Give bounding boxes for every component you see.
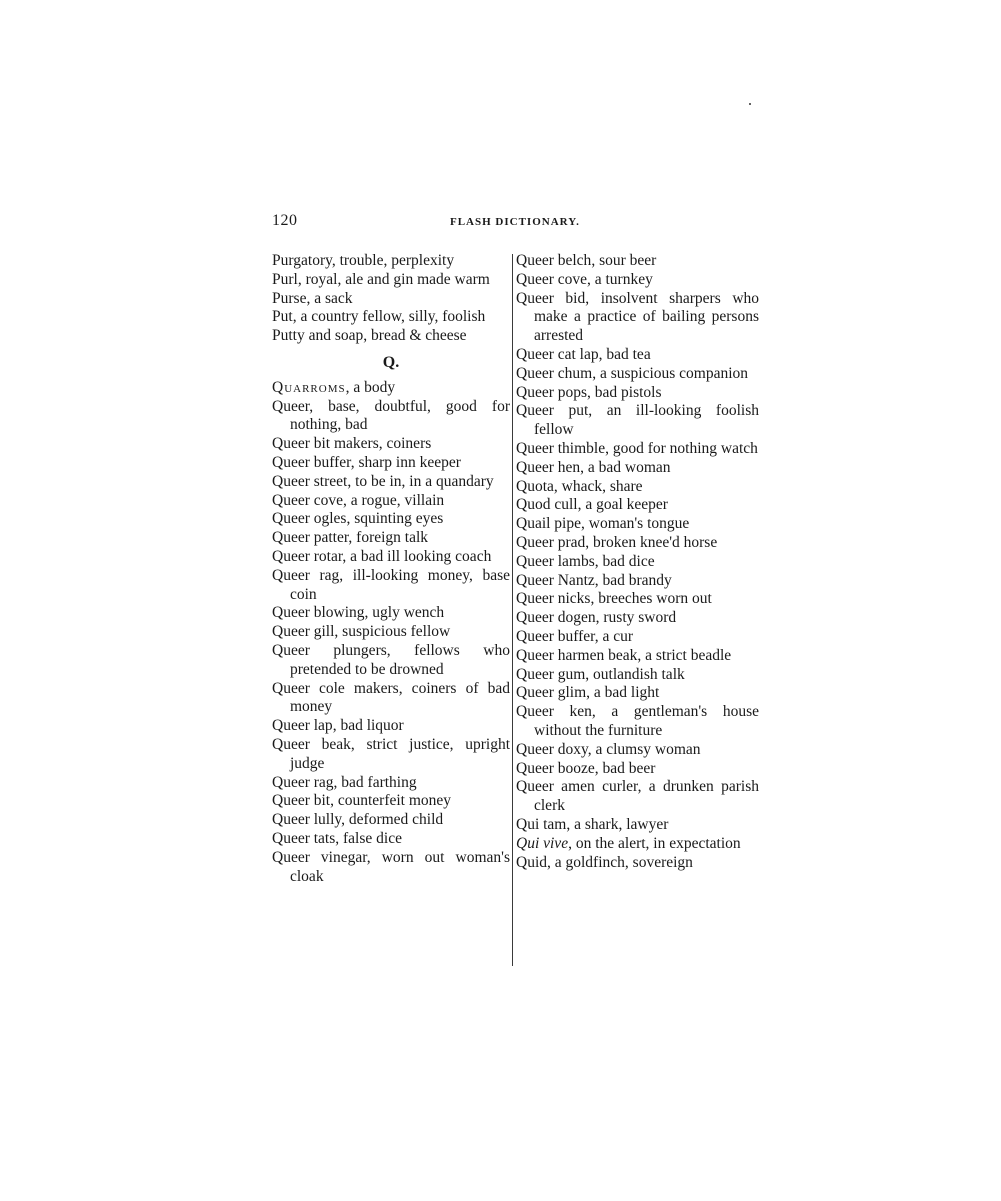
entry-headword: Queer prad: [516, 533, 586, 551]
dictionary-entry: [516, 666, 759, 685]
entry-headword: Purse: [272, 289, 307, 307]
entry-headword: Queer beak: [272, 735, 351, 753]
entry-definition: , a bad woman: [580, 458, 671, 476]
dictionary-entry: [516, 384, 759, 403]
entry-headword: Queer street: [272, 472, 348, 490]
dictionary-entry: [516, 590, 759, 609]
entry-headword: Queer cove: [272, 491, 343, 509]
entry-definition: , a goldfinch, sovereign: [547, 853, 693, 871]
entry-definition: , strict justice, upright judge: [290, 735, 511, 772]
entry-headword: Put: [272, 308, 293, 326]
dictionary-entry: [272, 604, 510, 623]
entry-headword: Queer harmen beak: [516, 646, 638, 664]
entry-definition: , a clumsy woman: [587, 740, 701, 758]
entry-list-q: [272, 398, 510, 887]
entry-list-right: [516, 252, 759, 835]
dictionary-entry: [516, 572, 759, 591]
dictionary-entry: [272, 830, 510, 849]
dictionary-entry: [516, 741, 759, 760]
dictionary-entry: [516, 252, 759, 271]
dictionary-entry: [272, 252, 510, 271]
dictionary-entry: [516, 478, 759, 497]
entry-headword: Purl: [272, 270, 298, 288]
section-letter-heading: Q.: [382, 353, 400, 371]
dictionary-entry: [272, 510, 510, 529]
entry-headword: Queer dogen: [516, 609, 596, 627]
entry-headword: Qui vive: [516, 834, 569, 852]
entry-headword: Purgatory: [272, 252, 332, 269]
ink-speck: [749, 103, 751, 105]
entry-headword: Queer lully: [272, 811, 342, 829]
entry-definition: , breeches worn out: [590, 590, 712, 608]
entry-headword: Queer patter: [272, 529, 349, 547]
dictionary-entry: [272, 398, 510, 436]
entry-headword: Queer thimble: [516, 439, 606, 457]
entry-headword: Queer gum: [516, 665, 586, 683]
right-column: [516, 252, 759, 872]
entry-definition: , a cur: [594, 627, 634, 645]
entry-headword: Queer bid: [516, 289, 586, 307]
entry-definition: , a turnkey: [587, 270, 653, 288]
entry-headword: Queer lambs: [516, 552, 595, 570]
page-number: 120: [272, 212, 298, 229]
entry-headword: Queer gill: [272, 623, 335, 641]
entry-headword: Queer buffer: [272, 453, 351, 471]
dictionary-entry: [516, 365, 759, 384]
entry-definition: , bad dice: [594, 552, 655, 570]
dictionary-entry: [516, 628, 759, 647]
dictionary-entry: [272, 717, 510, 736]
left-column: [272, 252, 510, 886]
entry-headword: Queer doxy: [516, 740, 588, 758]
dictionary-entry: [272, 548, 510, 567]
dictionary-entry: [516, 778, 759, 816]
dictionary-entry: [272, 454, 510, 473]
dictionary-entry: [516, 609, 759, 628]
dictionary-entry: [272, 792, 510, 811]
dictionary-entry: [272, 774, 510, 793]
dictionary-entry: [516, 402, 759, 440]
entry-headword: Queer rag: [272, 566, 340, 584]
entry-definition: , bad beer: [594, 759, 656, 777]
dictionary-entry: [272, 623, 510, 642]
entry-list-right-end: [516, 854, 759, 873]
entry-definition: , bad liquor: [332, 717, 404, 735]
entry-headword: Queer Nantz: [516, 571, 595, 589]
entry-headword: Quail pipe: [516, 515, 581, 533]
entry-headword: Queer cole makers: [272, 679, 399, 697]
entry-definition: , to be in, in a quandary: [347, 472, 494, 490]
entry-definition: , a rogue, villain: [343, 491, 445, 509]
entry-headword: Queer booze: [516, 759, 595, 777]
dictionary-entry: [272, 308, 510, 327]
entry-definition: , a suspicious companion: [592, 364, 749, 382]
entry-definition: , whack, share: [553, 477, 643, 495]
entry-definition: , a bad light: [586, 684, 660, 702]
entry-definition: , coiners: [378, 435, 432, 453]
dictionary-entry: [516, 854, 759, 873]
dictionary-entry: [516, 816, 759, 835]
entry-headword: Queer lap: [272, 717, 333, 735]
entry-headword: Qui tam: [516, 815, 567, 833]
entry-definition: , bad pistols: [587, 383, 662, 401]
entry-headword: Queer bit makers: [272, 435, 379, 453]
entry-headword: Queer cove: [516, 270, 587, 288]
entry-definition: , insolvent sharpers who make a practice of bailing persons arrested: [534, 289, 760, 345]
entry-definition: , worn out woman's cloak: [290, 848, 510, 885]
dictionary-entry: [272, 567, 510, 605]
dictionary-entry: [272, 642, 510, 680]
entry-headword: Queer plungers: [272, 641, 387, 659]
entry-definition: , base, doubtful, good for nothing, bad: [290, 397, 510, 434]
entry-headword: Quarroms: [272, 378, 346, 396]
entry-definition: , false dice: [335, 829, 402, 847]
dictionary-entry: [516, 440, 759, 459]
entry-definition: , a country fellow, silly, foolish: [292, 308, 486, 326]
entry-list-before-q: [272, 252, 510, 346]
dictionary-entry: [516, 835, 759, 854]
entry-definition: , trouble, perplexity: [331, 252, 455, 269]
entry-headword: Queer nicks: [516, 590, 591, 608]
entry-definition: , on the alert, in expectation: [568, 834, 741, 852]
dictionary-entry: [516, 271, 759, 290]
entry-definition: , bad tea: [598, 345, 651, 363]
column-divider: [512, 254, 513, 966]
entry-headword: Quod cull: [516, 496, 578, 514]
entry-headword: Queer ken: [516, 703, 592, 721]
entry-headword: Queer rotar: [272, 547, 343, 565]
entry-definition: , fellows who pretended to be drowned: [290, 641, 510, 678]
entry-headword: Queer chum: [516, 364, 593, 382]
entry-definition: , royal, ale and gin made warm: [297, 270, 490, 288]
entry-headword: Queer belch: [516, 252, 592, 269]
dictionary-entry: [272, 379, 510, 398]
entry-definition: , outlandish talk: [585, 665, 685, 683]
entry-definition: , foreign talk: [348, 529, 429, 547]
entry-headword: Queer vinegar: [272, 848, 367, 866]
entry-headword: Queer pops: [516, 383, 588, 401]
dictionary-entry: [516, 515, 759, 534]
entry-definition: , sour beer: [591, 252, 657, 269]
entry-definition: , good for nothing watch: [605, 439, 758, 457]
entry-definition: , suspicious fellow: [334, 623, 451, 641]
entry-definition: , a strict beadle: [637, 646, 732, 664]
entry-definition: , coiners of bad money: [290, 679, 510, 716]
running-head: FLASH DICTIONARY.: [450, 216, 580, 228]
entry-definition: , an ill-looking foolish fellow: [534, 402, 759, 439]
entry-definition: , woman's tongue: [581, 515, 690, 533]
entry-definition: , a gentleman's house without the furniture: [534, 703, 759, 739]
dictionary-entry: [516, 496, 759, 515]
entry-headword: Queer put: [516, 402, 589, 420]
entry-definition: , ugly wench: [364, 604, 445, 622]
dictionary-entry: [516, 684, 759, 703]
dictionary-entry: [272, 473, 510, 492]
dictionary-entry: [516, 760, 759, 779]
entry-headword: Queer bit: [272, 792, 331, 810]
entry-headword: Queer ogles: [272, 510, 347, 528]
dictionary-entry: [516, 703, 759, 741]
entry-headword: Queer hen: [516, 458, 581, 476]
entry-definition: , a body: [345, 378, 396, 396]
entry-definition: , a goal keeper: [577, 496, 668, 514]
dictionary-entry: [516, 346, 759, 365]
entry-definition: , sharp inn keeper: [350, 453, 461, 471]
entry-definition: , a shark, lawyer: [566, 815, 669, 833]
dictionary-entry: [516, 647, 759, 666]
dictionary-entry: [516, 534, 759, 553]
entry-definition: , squinting eyes: [346, 510, 444, 528]
entry-definition: , bad farthing: [333, 773, 417, 791]
dictionary-entry: [272, 680, 510, 718]
entry-definition: , a bad ill looking coach: [342, 547, 492, 565]
entry-headword: Queer glim: [516, 684, 587, 702]
dictionary-entry: [272, 492, 510, 511]
entry-definition: , rusty sword: [595, 609, 677, 627]
dictionary-entry: [272, 435, 510, 454]
entry-headword: Queer cat lap: [516, 345, 599, 363]
dictionary-entry: [516, 553, 759, 572]
dictionary-entry: [272, 327, 510, 346]
dictionary-entry: [272, 736, 510, 774]
entry-headword: Queer blowing: [272, 604, 365, 622]
dictionary-entry: [272, 849, 510, 887]
entry-definition: , a drunken parish clerk: [534, 778, 759, 815]
entry-definition: , a sack: [306, 289, 353, 307]
dictionary-entry: [272, 529, 510, 548]
entry-headword: Quid: [516, 853, 547, 871]
dictionary-entry: [516, 290, 759, 346]
entry-definition: , deformed child: [341, 811, 444, 829]
entry-definition: , counterfeit money: [330, 792, 452, 810]
dictionary-entry: [272, 811, 510, 830]
entry-definition: , broken knee'd horse: [585, 533, 718, 551]
entry-headword: Queer rag: [272, 773, 334, 791]
entry-headword: Queer amen curler: [516, 778, 638, 796]
dictionary-entry: [516, 459, 759, 478]
entry-definition: , ill-looking money, base coin: [290, 566, 510, 603]
entry-headword: Queer tats: [272, 829, 336, 847]
entry-headword: Putty and soap: [272, 327, 364, 345]
entry-headword: Quota: [516, 477, 554, 495]
entry-definition: , bad brandy: [594, 571, 672, 589]
entry-definition: , bread & cheese: [363, 327, 467, 345]
dictionary-entry: [272, 290, 510, 309]
entry-headword: Queer: [272, 397, 310, 415]
entry-headword: Queer buffer: [516, 627, 595, 645]
dictionary-entry: [272, 271, 510, 290]
